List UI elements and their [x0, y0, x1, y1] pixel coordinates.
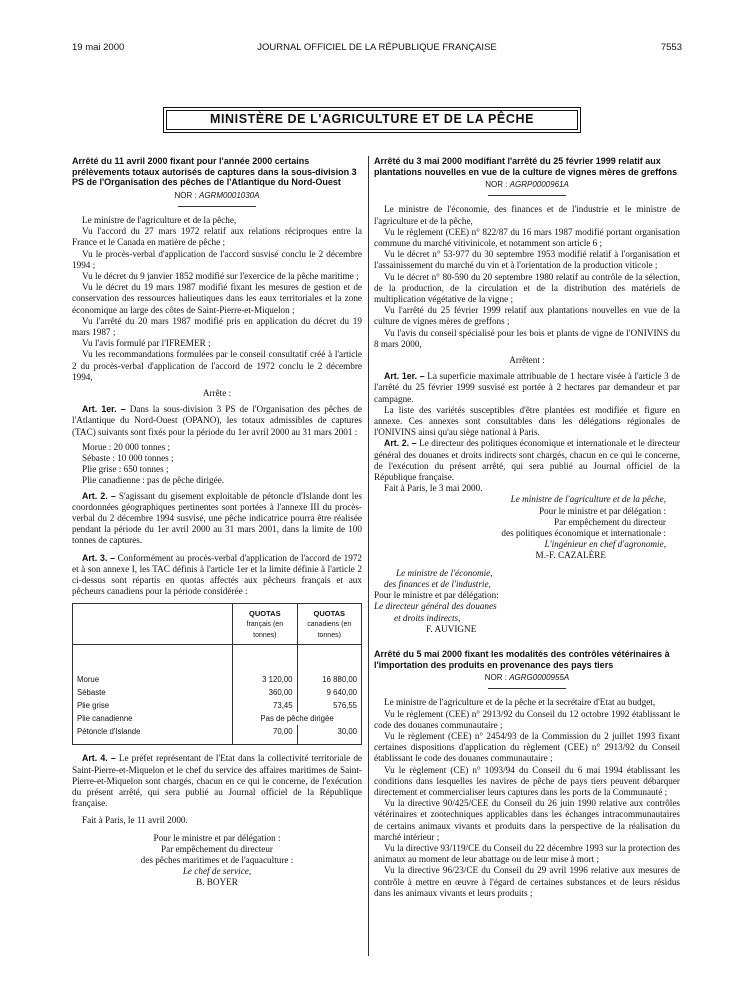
ministry-title: MINISTÈRE DE L'AGRICULTURE ET DE LA PÊCHE — [166, 110, 578, 130]
right-column — [374, 156, 680, 899]
decree-title: Arrêté du 3 mai 2000 modifiant l'arrêté du 25 février 1999 relatif aux plantations nouvelles en vue de la culture de vignes mères de greffons — [374, 156, 678, 177]
article-4: Art. 4. – Le préfet représentant de l'Etat dans la collectivité territoriale de Saint-Pierre-et-Miquelon et le chef du service des affaires maritimes de Saint-Pierre-et-Miquelon sont chargés, chacun en ce qui le concerne, de l'exécution du présent arrêté, qui sera publié au Journal officiel de la République française. — [72, 753, 362, 809]
done-at: Fait à Paris, le 3 mai 2000. — [384, 483, 483, 494]
preamble-paragraph: Vu l'arrêté du 25 février 1999 relatif aux plantations nouvelles en vue de la culture de vignes mères de greffons ; — [374, 305, 680, 327]
article-1: Art. 1er. – Dans la sous-division 3 PS de l'Organisation des pêches de l'Atlantique du Nord-Ouest (OPANO), les totaux admissibles de captures (TAC) suivants sont fixés pour la période du 1er avril 2000 au 31 mars 2001 : — [72, 404, 362, 437]
arrete-heading: Arrête : — [202, 388, 232, 399]
preamble-paragraph: Vu l'accord du 27 mars 1972 relatif aux relations réciproques entre la France et le Canada en matière de pêche ; — [72, 226, 362, 248]
decree-title: Arrêté du 11 avril 2000 fixant pour l'année 2000 certains prélèvements totaux autorisés de captures dans la sous-division 3 PS de l'Organisation des pêches de l'Atlantique du Nord-Ouest — [72, 156, 357, 188]
header-page-number: 7553 — [660, 42, 682, 53]
preamble-paragraph: Le ministre de l'économie, des finances et de l'industrie et le ministre de l'agriculture et de la pêche, — [374, 204, 680, 226]
preamble-paragraph: Le ministre de l'agriculture et de la pêche, — [82, 214, 237, 225]
signature-block: Pour le ministre et par délégation : Par empêchement du directeur des pêches maritimes et de l'aquaculture : Le chef de service, B. BOYER — [140, 832, 294, 888]
preamble-paragraph: Vu la directive 96/23/CE du Conseil du 29 avril 1996 relative aux mesures de contrôle à mettre en œuvre à l'égard de certaines substances et de leurs résidus dans les animaux vivants et leurs produits ; — [374, 865, 680, 898]
preamble-paragraph: Vu le règlement (CE) n° 1093/94 du Conseil du 6 mai 1994 établissant les conditions dans lesquelles les navires de pêche de pays tiers peuvent débarquer directement et commercialiser leurs captures dans les ports de la Communauté ; — [374, 764, 680, 797]
preamble-paragraph: Vu le décret du 9 janvier 1852 modifié sur l'exercice de la pêche maritime ; — [82, 271, 359, 281]
list-item: Sébaste : 10 000 tonnes ; — [82, 453, 174, 464]
nor-reference: NOR : AGRP0000961A — [485, 180, 569, 190]
page-header — [72, 42, 682, 56]
table-row: Sébaste 360,00 9 640,00 — [73, 686, 362, 699]
quota-table — [72, 603, 362, 745]
title-rule — [488, 195, 566, 196]
nor-reference: NOR : AGRM0001030A — [174, 190, 260, 200]
left-column — [72, 156, 362, 889]
article-2: Art. 2. – Le directeur des politiques économique et internationale et le directeur général des douanes et droits indirects sont chargés, chacun en ce qui le concerne, de l'exécution du présent arrêté, qui sera publié au Journal officiel de la République française. — [374, 438, 680, 483]
column-divider — [368, 156, 369, 956]
title-rule — [178, 206, 256, 207]
table-header-row — [73, 604, 362, 645]
preamble-paragraph: Vu les recommandations formulées par le conseil consultatif créé à l'article 2 du procès-verbal d'application de l'accord de 1972 conclu le 2 décembre 1994, — [72, 349, 362, 382]
list-item: Plie canadienne : pas de pêche dirigée. — [82, 475, 225, 486]
preamble-paragraph: Vu la directive 93/119/CE du Conseil du 22 décembre 1993 sur la protection des animaux au moment de leur abattage ou de leur mise à mort ; — [374, 842, 680, 865]
preamble-paragraph: Vu la directive 90/425/CEE du Conseil du 26 juin 1990 relative aux contrôles vétérinaires et zootechniques applicables dans les échanges intracommunautaires de certains animaux vivants et produits dans la perspective de la réalisation du marché intérieur ; — [374, 798, 680, 842]
preamble-paragraph: Vu le décret n° 80-590 du 20 septembre 1980 relatif au contrôle de la sélection, de la production, de la circulation et de la distribution des matériels de multiplication végétative de la vigne ; — [374, 271, 680, 305]
nor-reference: NOR : AGRG0000955A — [484, 673, 570, 683]
signature-block-2: Le ministre de l'économie, des finances et de l'industrie, Pour le ministre et par délégation: Le directeur général des douanes et droits indirects, F. AUVIGNE — [374, 567, 499, 634]
table-row: Plie grise 73,45 576,55 — [73, 699, 362, 712]
preamble-paragraph: Vu le règlement (CEE) n° 822/87 du 16 mars 1987 modifié portant organisation commune du marché vitivinicole, et notamment son article 6 ; — [374, 226, 680, 248]
preamble-paragraph: Vu le règlement (CEE) n° 2454/93 de la Commission du 2 juillet 1993 fixant certaines dispositions d'application du règlement (CEE) n° 2913/92 du Conseil établissant le code des douanes communautaire ; — [374, 730, 680, 764]
list-item: Plie grise : 650 tonnes ; — [82, 464, 169, 475]
title-rule — [488, 688, 566, 689]
article-1-continued: La liste des variétés susceptibles d'être plantées est modifiée et figure en annexe. Ces annexes sont consultables dans les délégations régionales de l'ONIVINS ainsi qu'au siège national à Paris. — [374, 404, 680, 438]
column-header-french: QUOTAS français (en tonnes) — [233, 604, 297, 645]
preamble-paragraph: Vu l'avis du conseil spécialisé pour les bois et plants de vigne de l'ONIVINS du 8 mars 2000, — [374, 327, 680, 349]
article-2: Art. 2. – S'agissant du gisement exploitable de pétoncle d'Islande dont les coordonnées géographiques pertinentes sont portées à l'annexe III du procès-verbal du 2 décembre 1994 susvisé, une pêche indicatrice pourra être réalisée pendant la période du 1er avril 2000 au 31 mars 2001, dans la limite de 100 tonnes de captures. — [72, 490, 362, 546]
table-row: Pétoncle d'Islande 70,00 30,00 — [73, 725, 362, 745]
signature-block-1: Le ministre de l'agriculture et de la pêche, Pour le ministre et par délégation : Par empêchement du directeur des politiques économique et internationale : L'ingénieur en chef d'agronomie, M.-F. CAZALÈRE — [501, 494, 666, 561]
arrete-heading: Arrêtent : — [509, 355, 545, 366]
preamble-paragraph: Le ministre de l'agriculture et de la pêche et la secrétaire d'Etat au budget, — [384, 697, 656, 708]
preamble-paragraph: Vu le règlement (CEE) n° 2913/92 du Conseil du 12 octobre 1992 établissant le code des douanes communautaire ; — [374, 708, 680, 730]
article-3: Art. 3. – Conformément au procès-verbal d'application de l'accord de 1972 et à son annexe I, les TAC définis à l'article 1er et la limite définie à l'article 2 ci-dessus sont répartis en quotas affectés aux pêcheurs français et aux pêcheurs canadiens pour la période considérée : — [72, 552, 362, 597]
done-at: Fait à Paris, le 11 avril 2000. — [82, 815, 188, 826]
column-header-canadian: QUOTAS canadiens (en tonnes) — [297, 604, 361, 645]
table-row: Plie canadienne Pas de pêche dirigée — [73, 712, 362, 725]
decree-title: Arrêté du 5 mai 2000 fixant les modalités des contrôles vétérinaires à l'importation des produits en provenance des pays tiers — [374, 648, 670, 670]
table-row: Morue 3 120,00 16 880,00 — [73, 645, 362, 687]
preamble-paragraph: Vu le décret n° 53-977 du 30 septembre 1953 modifié relatif à l'organisation et l'assainissement du marché du vin et à l'orientation de la production viticole ; — [374, 249, 680, 271]
header-date: 19 mai 2000 — [72, 42, 125, 53]
preamble-paragraph: Vu l'avis formulé par l'IFREMER ; — [82, 338, 211, 349]
tac-list — [82, 442, 362, 487]
preamble-paragraph: Vu le procès-verbal d'application de l'accord susvisé conclu le 2 décembre 1994 ; — [72, 248, 362, 270]
list-item: Morue : 20 000 tonnes ; — [82, 441, 171, 452]
article-1: Art. 1er. – La superficie maximale attribuable de 1 hectare visée à l'article 3 de l'arrêté du 25 février 1999 susvisé est portée à 2 hectares par demandeur et par campagne. — [374, 371, 681, 404]
preamble-paragraph: Vu le décret du 19 mars 1987 modifié fixant les mesures de gestion et de conservation des ressources halieutiques dans les eaux territoriales et la zone économique au large des côtes de Saint-Pierre-et-Miquelon ; — [72, 282, 362, 315]
header-journal-title: JOURNAL OFFICIEL DE LA RÉPUBLIQUE FRANÇAISE — [257, 42, 497, 53]
preamble-paragraph: Vu l'arrêté du 20 mars 1987 modifié pris en application du décret du 19 mars 1987 ; — [72, 315, 362, 338]
ministry-banner — [163, 107, 581, 133]
